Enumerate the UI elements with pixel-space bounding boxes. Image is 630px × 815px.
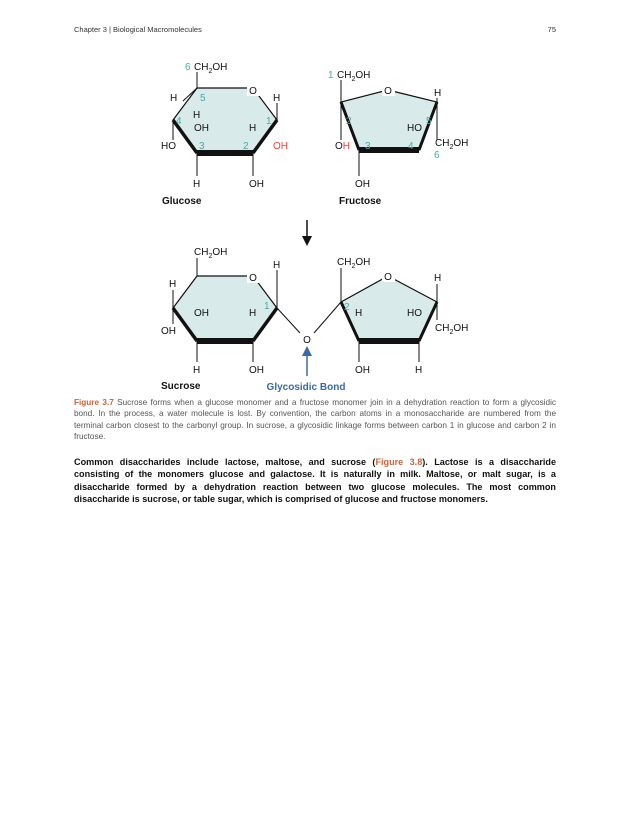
sucrose-fructose-c4-ho: HO xyxy=(407,308,422,319)
figure-3-8-link[interactable]: Figure 3.8 xyxy=(375,457,423,467)
sucrose-formation-figure xyxy=(0,0,630,395)
sucrose-glucose-ring-oxygen: O xyxy=(249,273,257,284)
fructose-c3-number: 3 xyxy=(365,141,371,152)
sucrose-glucose-c3-oh: OH xyxy=(161,326,176,337)
glucose-c1-oh: OH xyxy=(273,141,288,152)
sucrose-fructose-ring-oxygen: O xyxy=(384,272,392,283)
sucrose-fructose-c5-h: H xyxy=(434,273,442,284)
figure-caption xyxy=(74,397,556,442)
glucose-c2-oh: OH xyxy=(249,179,264,190)
glycosidic-pointer-arrowhead xyxy=(302,346,312,356)
body-text-before-link: Common disaccharides include lactose, maltose, and sucrose ( xyxy=(74,457,376,467)
glycosidic-bond-label: Glycosidic Bond xyxy=(266,382,346,393)
sucrose-glucose-c2-h: H xyxy=(249,308,257,319)
fructose-ch2oh: $CH_2OH$ xyxy=(337,70,371,83)
glucose-c2-number: 2 xyxy=(243,141,249,152)
glycosidic-bond-line xyxy=(314,302,341,333)
glucose-c5-number: 5 xyxy=(200,93,206,104)
page-number: 75 xyxy=(547,25,556,34)
fructose-c6-number: 6 xyxy=(434,150,440,161)
glycosidic-bond-annotation xyxy=(267,346,346,393)
sucrose-glucose-c1-h: H xyxy=(273,260,281,271)
reaction-arrow xyxy=(302,220,312,246)
fructose-c6-ch2oh: $CH_2OH$ xyxy=(435,138,469,151)
sucrose-label: Sucrose xyxy=(161,381,201,392)
sucrose-glucose-ch2oh: $CH_2OH$ xyxy=(194,247,228,260)
sucrose-fructose-c3-h: H xyxy=(355,308,363,319)
glycosidic-oxygen: O xyxy=(303,335,311,346)
fructose-c2-oh: OH xyxy=(335,141,351,152)
fructose-ring-oxygen: O xyxy=(384,86,392,97)
sucrose-glucose-c5-h: H xyxy=(169,279,177,290)
sucrose-fructose-c2-number: 2 xyxy=(344,302,350,313)
fructose-c3-oh: OH xyxy=(355,179,370,190)
fructose-c4-ho: HO xyxy=(407,123,422,134)
fructose-c4-number: 4 xyxy=(408,141,414,152)
fructose-c5-number: 5 xyxy=(426,116,432,127)
sucrose-glucose-c3-h: H xyxy=(193,365,201,376)
glucose-ring-oxygen: O xyxy=(249,86,257,97)
glucose-molecule xyxy=(161,62,288,207)
fructose-c2-number: 2 xyxy=(346,116,352,127)
figure-caption-text: Sucrose forms when a glucose monomer and a fructose monomer join in a dehydration reaction to form a glycosidic bond. In the process, a water molecule is lost. By convention, the carbon atoms in a monosaccharide are numbered from the terminal carbon closest to the carbonyl group. In sucrose, a glycosidic linkage forms between carbon 1 in glucose and carbon 2 in fructose. xyxy=(74,398,556,441)
sucrose-glucose-c1-number: 1 xyxy=(264,301,270,312)
sucrose-glucose-c2-oh: OH xyxy=(249,365,264,376)
fructose-label: Fructose xyxy=(339,196,382,207)
glucose-c3-ho: HO xyxy=(161,141,176,152)
sucrose-fructose-ch2oh: $CH_2OH$ xyxy=(337,257,371,270)
fructose-molecule xyxy=(328,70,468,207)
glucose-c1-h: H xyxy=(273,93,281,104)
glycosidic-bond-line xyxy=(277,308,300,333)
sucrose-fructose-c6-ch2oh: $CH_2OH$ xyxy=(435,323,469,336)
figure-caption-label: Figure 3.7 xyxy=(74,398,114,407)
sucrose-molecule xyxy=(161,247,468,392)
glucose-c3-number: 3 xyxy=(199,141,205,152)
fructose-c1-number: 1 xyxy=(328,70,334,81)
chapter-title: Chapter 3 | Biological Macromolecules xyxy=(74,25,202,34)
glucose-c4-number: 4 xyxy=(176,116,182,127)
body-text-after-link: ). Lactose is a disaccharide consisting of the monomers glucose and galactose. It is naturally in milk. Maltose, or malt sugar, is a disaccharide formed by a dehydration reaction between two glucose molecules. The most common disaccharide is sucrose, or table sugar, which is comprised of glucose and fructose monomers. xyxy=(74,457,556,505)
glucose-c4-oh: OH xyxy=(194,123,209,134)
glucose-c1-number: 1 xyxy=(266,116,272,127)
sucrose-fructose-c3-oh: OH xyxy=(355,365,370,376)
fructose-c5-h: H xyxy=(434,88,442,99)
glucose-c4-h: H xyxy=(193,110,201,121)
glucose-ch2oh: $CH_2OH$ xyxy=(194,62,228,75)
glucose-label: Glucose xyxy=(162,196,202,207)
glucose-c3-h: H xyxy=(193,179,201,190)
glucose-c6-number: 6 xyxy=(185,62,191,73)
glucose-c2-h: H xyxy=(249,123,257,134)
sucrose-fructose-c4-h: H xyxy=(415,365,423,376)
sucrose-glucose-c4-oh: OH xyxy=(194,308,209,319)
glucose-c5-h: H xyxy=(170,93,178,104)
body-paragraph xyxy=(74,456,556,506)
